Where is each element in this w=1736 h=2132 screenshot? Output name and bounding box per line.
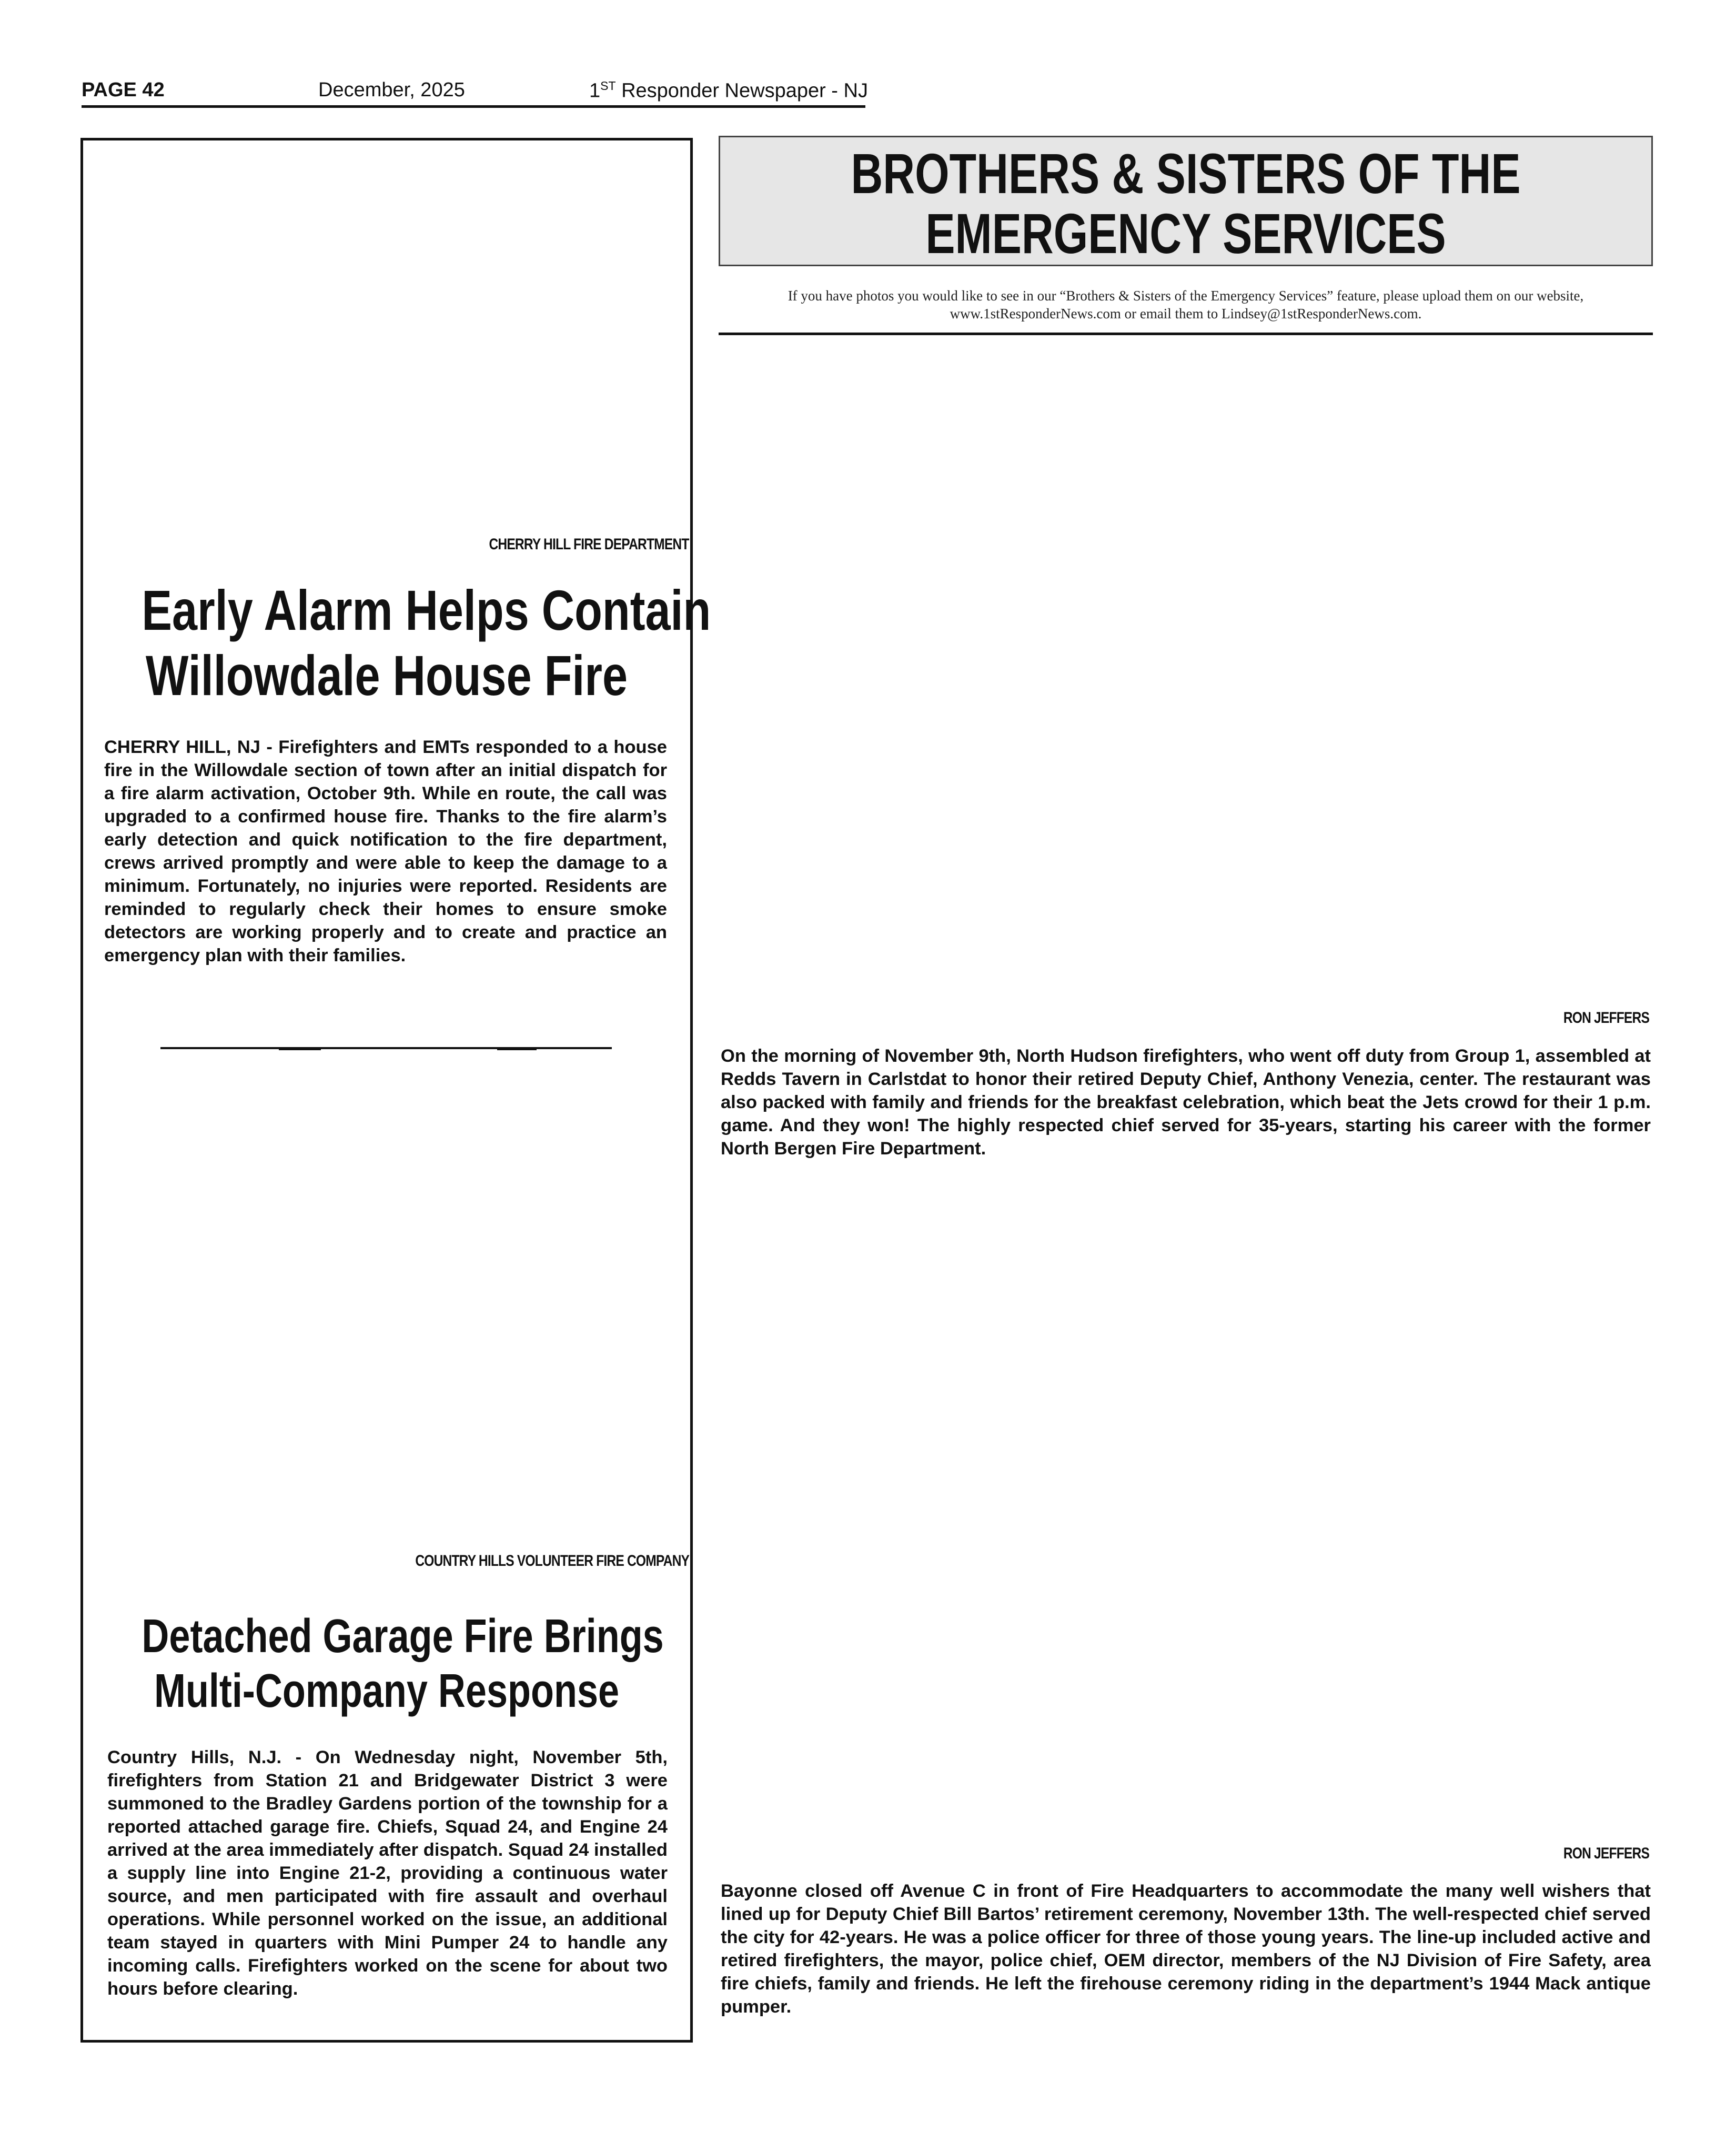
feature-note-line2: www.1stResponderNews.com or email them to Lindsey@1stResponderNews.com.: [950, 306, 1422, 321]
story2-headline-line1: Detached Garage Fire Brings: [142, 1610, 664, 1663]
story-divider: [160, 1047, 612, 1049]
photo1-caption: On the morning of November 9th, North Hudson firefighters, who went off duty from Group 1, assembled at Redds Tavern in Carlstdat to honor their retired Deputy Chief, Anthony Venezia, center. The restaurant was also packed with family and friends for the breakfast celebration, which beat the Jets crowd for their 1 p.m. game. And they won! The highly respected chief served for 35-years, starting his career with the former North Bergen Fire Department.: [721, 1046, 1651, 1159]
newspaper-name-rest: Responder Newspaper - NJ: [615, 79, 868, 102]
story-divider-accent: [279, 1048, 321, 1050]
feature-banner: [719, 136, 1653, 266]
feature-rule: [719, 333, 1653, 335]
feature-banner-title: [823, 144, 1549, 264]
story1-credit: CHERRY HILL FIRE DEPARTMENT: [489, 536, 689, 553]
photo2-caption: Bayonne closed off Avenue C in front of Fire Headquarters to accommodate the many well wishers that lined up for Deputy Chief Bill Bartos’ retirement ceremony, November 13th. The well-respected chief served the city for 42-years. He was a police officer for three of those young years. The line-up included active and retired firefighters, the mayor, police chief, OEM director, members of the NJ Division of Fire Safety, area fire chiefs, family and friends. He left the firehouse ceremony riding in the department’s 1944 Mack antique pumper.: [721, 1881, 1651, 2017]
newspaper-name-prefix: 1: [589, 79, 601, 102]
newspaper-name-superscript: ST: [600, 79, 616, 93]
photo1-credit: RON JEFFERS: [1563, 1009, 1649, 1027]
story1-headline-line2: Willowdale House Fire: [145, 643, 628, 707]
story2-headline-line2: Multi-Company Response: [154, 1665, 620, 1717]
story1-headline: [142, 578, 711, 708]
page-number: PAGE 42: [82, 79, 165, 101]
photo2-credit: RON JEFFERS: [1563, 1845, 1649, 1862]
story-divider-accent: [497, 1048, 537, 1050]
feature-submission-note: [719, 287, 1653, 323]
feature-note-line1: If you have photos you would like to see in our “Brothers & Sisters of the Emergency Services” feature, please upload them on our website,: [788, 288, 1584, 304]
newspaper-name: [589, 79, 868, 103]
feature-banner-title-line2: EMERGENCY SERVICES: [925, 202, 1446, 265]
story2-body: Country Hills, N.J. - On Wednesday night, November 5th, firefighters from Station 21 and Bridgewater District 3 were summoned to the Bradley Gardens portion of the township for a reported attached garage fire. Chiefs, Squad 24, and Engine 24 arrived at the area immediately after dispatch. Squad 24 installed a supply line into Engine 21-2, providing a continuous water source, and men participated with fire assault and overhaul operations. While personnel worked on the issue, an additional team stayed in quarters with Mini Pumper 24 to handle any incoming calls. Firefighters worked on the scene for about two hours before clearing.: [107, 1747, 668, 1999]
story1-body: CHERRY HILL, NJ - Firefighters and EMTs responded to a house fire in the Willowdale section of town after an initial dispatch for a fire alarm activation, October 9th. While en route, the call was upgraded to a confirmed house fire. Thanks to the fire alarm’s early detection and quick notification to the fire department, crews arrived promptly and were able to keep the damage to a minimum. Fortunately, no injuries were reported. Residents are reminded to regularly check their homes to ensure smoke detectors are working properly and to create and practice an emergency plan with their families.: [104, 737, 667, 966]
issue-date: December, 2025: [318, 79, 465, 101]
story1-headline-line1: Early Alarm Helps Contain: [142, 578, 711, 642]
header-rule: [82, 105, 865, 108]
feature-banner-title-line1: BROTHERS & SISTERS OF THE: [851, 142, 1521, 205]
story2-credit: COUNTRY HILLS VOLUNTEER FIRE COMPANY: [415, 1552, 689, 1570]
story2-headline: [142, 1609, 664, 1718]
